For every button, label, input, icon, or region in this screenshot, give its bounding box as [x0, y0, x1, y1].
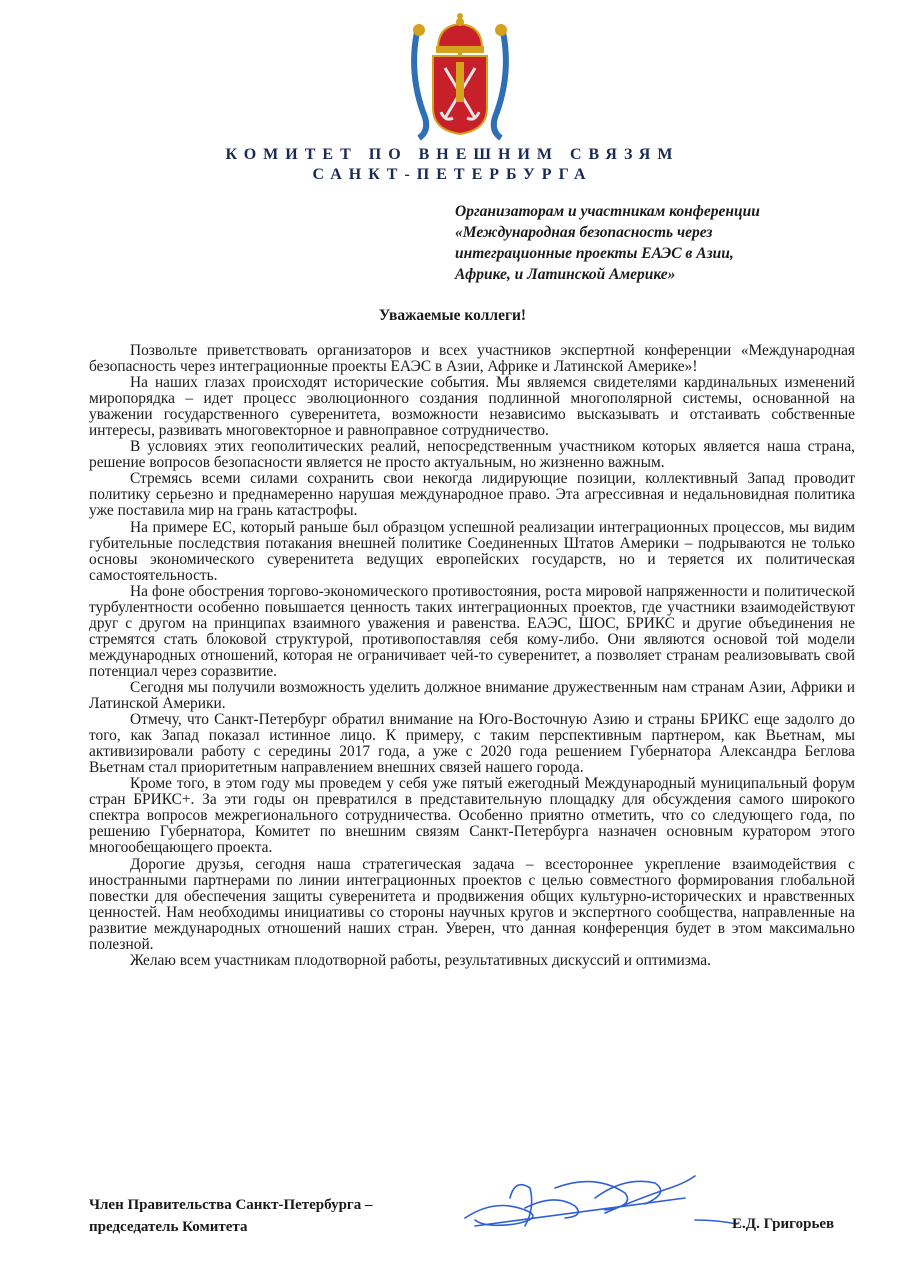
- paragraph: Позвольте приветствовать организаторов и всех участников экспертной конференции «Международная безопасность через интеграционные проекты ЕАЭС в Азии, Африке и Латинской Америке»!: [89, 342, 855, 376]
- addressee-line: Организаторам и участникам конференции: [455, 203, 760, 220]
- committee-name-line1: КОМИТЕТ ПО ВНЕШНИМ СВЯЗЯМ: [225, 146, 680, 163]
- paragraph: Дорогие друзья, сегодня наша стратегическая задача – всестороннее укрепление взаимодействия с иностранными партнерами по линии интеграционных проектов с целью совместного формирования глобальной повестки для обеспечения защиты суверенитета и продвижения общих культурно-исторических и нравственных ценностей. Нам необходимы инициативы со стороны научных кругов и экспертного сообщества, направленные на развитие международных отношений наших стран. Уверен, что данная конференция будет в этом максимально полезной.: [89, 855, 855, 953]
- signer-name: Е.Д. Григорьев: [732, 1216, 835, 1232]
- paragraph: Желаю всем участникам плодотворной работы, результативных дискуссий и оптимизма.: [130, 951, 711, 969]
- paragraph: Отмечу, что Санкт-Петербург обратил внимание на Юго-Восточную Азию и страны БРИКС еще задолго до того, как Запад показал истинное лицо. К примеру, с таким перспективным партнером, как Вьетнам, мы активизировали работу с середины 2017 года, а уже с 2020 года решением Губернатора Александра Беглова Вьетнам стал приоритетным направлением внешних связей нашего города.: [89, 711, 855, 777]
- paragraph: На наших глазах происходят исторические события. Мы являемся свидетелями кардинальных изменений миропорядка – идет процесс эволюционного создания подлинной многополярной системы, основанной на уважении государственного суверенитета, возможности независимо высказывать и отстаивать собственные интересы, развивать многовекторное и равноправное сотрудничество.: [89, 374, 855, 440]
- addressee-line: «Международная безопасность через: [455, 224, 713, 241]
- addressee-line: Африке, и Латинской Америке»: [455, 266, 676, 283]
- addressee-block: [455, 201, 845, 285]
- paragraph: На фоне обострения торгово-экономического противостояния, роста мировой напряженности и политической турбулентности особенно повышается ценность таких интеграционных проектов, где участники взаимодействуют друг с другом на принципах взаимного уважения и равенства. ЕАЭС, ШОС, БРИКС и другие объединения не стремятся стать блоковой структурой, противопоставляя себя кому-либо. Они являются основой той модели международных отношений, которая не ограничивает чей-то суверенитет, а позволяет странам реализовывать свой потенциал через соразвитие.: [89, 582, 855, 680]
- saint-petersburg-coat-of-arms-icon: [405, 12, 515, 142]
- paragraph: Сегодня мы получили возможность уделить должное внимание дружественным нам странам Азии, Африки и Латинской Америки.: [89, 678, 855, 713]
- committee-name-line2: САНКТ-ПЕТЕРБУРГА: [312, 166, 593, 183]
- salutation: Уважаемые коллеги!: [378, 307, 527, 324]
- handwritten-signature-icon: [455, 1168, 740, 1238]
- paragraph: На примере ЕС, который раньше был образцом успешной реализации интеграционных процессов, мы видим губительные последствия потакания внешней политике Соединенных Штатов Америки – подрываются не только основы экономического суверенитета ведущих европейских государств, но и теряется их политическая самостоятельность.: [89, 518, 855, 584]
- signer-title-line2: председатель Комитета: [89, 1219, 248, 1235]
- letter-body: [89, 343, 855, 969]
- addressee-line: интеграционные проекты ЕАЭС в Азии,: [455, 245, 734, 262]
- signer-title: [89, 1194, 372, 1238]
- paragraph: Кроме того, в этом году мы проведем у себя уже пятый ежегодный Международный муниципальный форум стран БРИКС+. За эти годы он превратился в представительную площадку для обсуждения самого широкого спектра вопросов межрегионального сотрудничества. Особенно приятно отметить, что со следующего года, по решению Губернатора, Комитет по внешним связям Санкт-Петербурга назначен основным куратором этого многообещающего проекта.: [89, 775, 855, 857]
- paragraph: В условиях этих геополитических реалий, непосредственным участником которых является наша страна, решение вопросов безопасности является не просто актуальным, но жизненно важным.: [89, 438, 855, 472]
- paragraph: Стремясь всеми силами сохранить свои некогда лидирующие позиции, коллективный Запад проводит политику серьезно и преднамеренно нарушая международное право. Эта агрессивная и недальновидная политика уже поставила мир на грань катастрофы.: [89, 470, 855, 520]
- signer-title-line1: Член Правительства Санкт-Петербурга –: [89, 1197, 373, 1213]
